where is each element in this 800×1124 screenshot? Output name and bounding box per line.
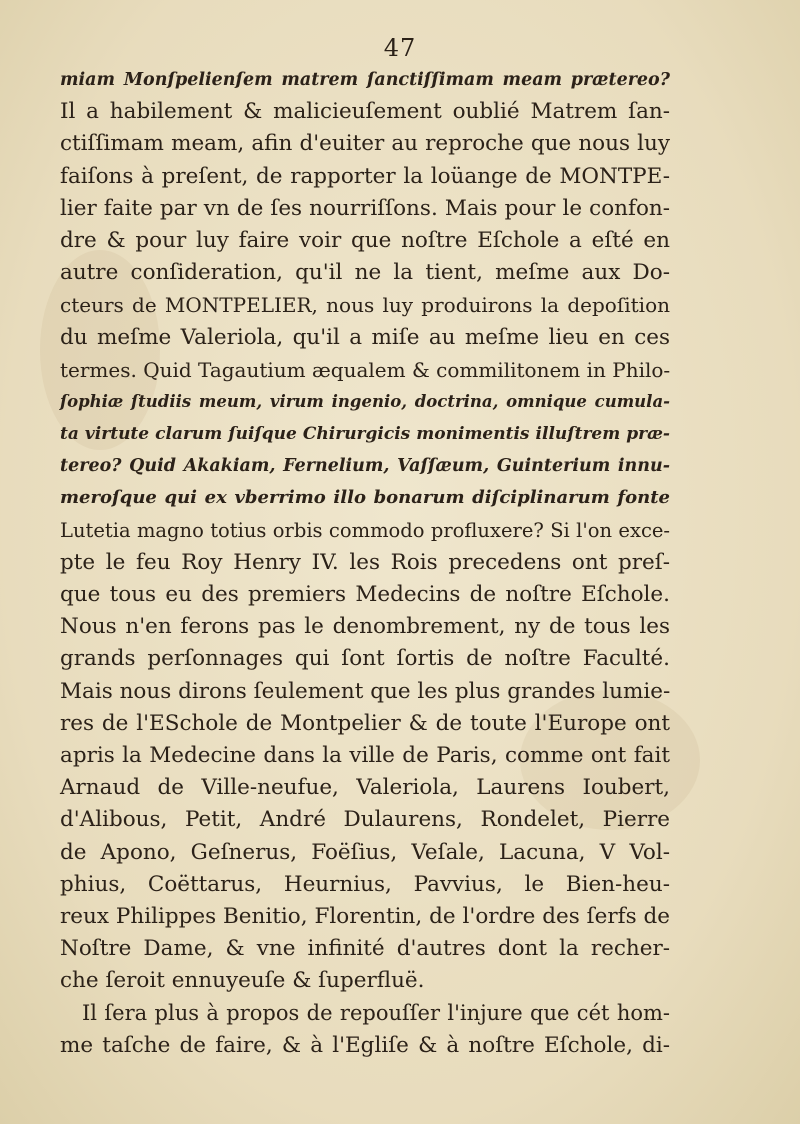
text-line: Mais nous dirons ſeulement que les plus grandes lumie-	[60, 678, 671, 704]
text-line: che ſeroit ennuyeuſe & ſuperfluë.	[60, 968, 425, 994]
text-line: que tous eu des premiers Medecins de noſtre Eſchole.	[60, 582, 670, 607]
text-line: ctiſſimam meam, afin d'euiter au reproche que nous luy	[60, 131, 670, 157]
text-line: phius, Coëttarus, Heurnius, Pavvius, le Bien-heu-	[60, 871, 670, 897]
text-line: miam Monſpelienſem matrem ſanctiſſimam meam prætereo?	[60, 70, 670, 90]
text-line: Arnaud de Ville-neufue, Valeriola, Laurens Ioubert,	[60, 775, 670, 801]
text-line: autre conſideration, qu'il ne la tient, meſme aux Do-	[60, 260, 670, 286]
text-line: termes. Quid Tagautium æqualem & commilitonem in Philo-	[60, 357, 671, 382]
text-line: de Apono, Geſnerus, Foëſius, Veſale, Lacuna, V Vol-	[60, 839, 670, 865]
text-line: reux Philippes Benitio, Florentin, de l'ordre des ſerfs de	[60, 903, 670, 929]
body-text	[60, 64, 670, 1062]
text-line: Lutetia magno totius orbis commodo profluxere? Si l'on exce-	[60, 518, 670, 542]
text-line: Il a habilement & malicieuſement oublié Matrem ſan-	[60, 99, 670, 125]
text-line: ſophiæ ſtudiis meum, virum ingenio, doctrina, omnique cumula-	[60, 391, 670, 411]
text-line: apris la Medecine dans la ville de Paris, comme ont fait	[60, 742, 670, 768]
text-line: res de l'ESchole de Montpelier & de toute l'Europe ont	[60, 710, 670, 736]
text-line: dre & pour luy faire voir que noſtre Eſchole a eſté en	[60, 227, 670, 253]
text-line: Noſtre Dame, & vne infinité d'autres dont la recher-	[60, 936, 670, 962]
page-number: 47	[383, 34, 417, 62]
text-line: tereo? Quid Akakiam, Fernelium, Vaſſæum, Guinterium innu-	[60, 456, 670, 477]
text-line: lier faite par vn de ſes nourriſſons. Mais pour le confon-	[60, 195, 670, 221]
text-line: ta virtute clarum ſuiſque Chirurgicis monimentis illuſtrem præ-	[60, 424, 670, 445]
text-line: grands perſonnages qui ſont ſortis de noſtre Faculté.	[60, 646, 670, 672]
text-line: Nous n'en ferons pas le denombrement, ny de tous les	[60, 614, 670, 640]
text-line: Il ſera plus à propos de repouſſer l'injure que cét hom-	[82, 1001, 670, 1026]
text-line: d'Alibous, Petit, André Dulaurens, Rondelet, Pierre	[60, 807, 670, 833]
text-line: faiſons à preſent, de rapporter la loüange de MONTPE-	[60, 163, 670, 189]
text-line: cteurs de MONTPELIER, nous luy produirons la depoſition	[60, 293, 670, 318]
text-line: meroſque qui ex vberrimo illo bonarum diſciplinarum fonte	[60, 487, 670, 509]
text-line: pte le feu Roy Henry IV. les Rois precedens ont preſ-	[60, 549, 670, 575]
text-line: du meſme Valeriola, qu'il a miſe au meſme lieu en ces	[60, 324, 670, 350]
text-line: me taſche de faire, & à l'Egliſe & à noſtre Eſchole, di-	[60, 1032, 670, 1058]
